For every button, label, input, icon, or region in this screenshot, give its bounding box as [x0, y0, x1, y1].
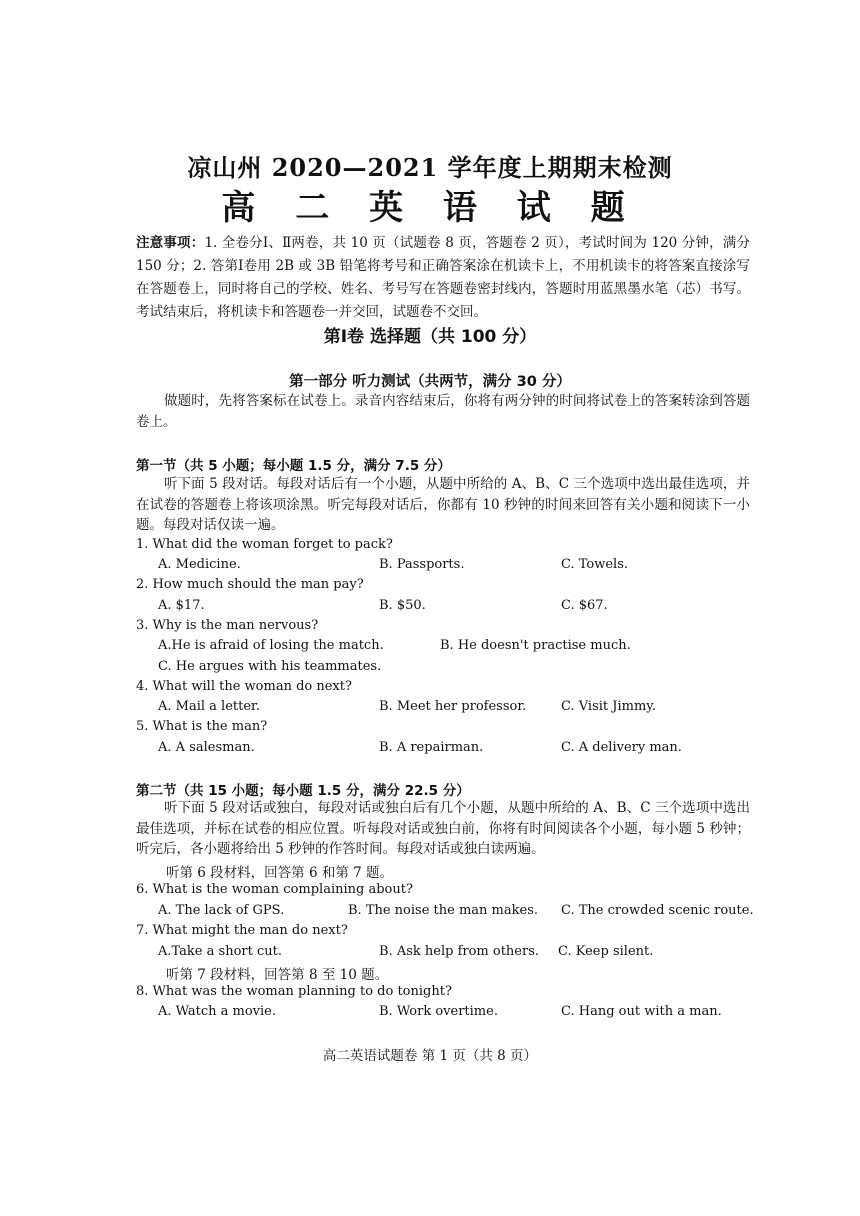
notice-text: 1. 全卷分Ⅰ、Ⅱ两卷，共 10 页（试题卷 8 页，答题卷 2 页），考试时间为 120 分钟，满分 150 分；2. 答第Ⅰ卷用 2B 或 3B 铅笔将考号和正确答案涂在机读卡上，不用机读卡的将答案直接涂写在答题卷上，同时将自己的学校、姓名、考号写在答题卷密封线内，答题时用蓝黑墨水笔（芯）书写。考试结束后，将机读卡和答题卷一并交回，试题卷不交回。	[136, 235, 750, 320]
question-5: 5. What is the man?	[136, 719, 268, 734]
q6-option-c: C. The crowded scenic route.	[561, 903, 754, 918]
q1-option-b: B. Passports.	[379, 557, 465, 572]
q3-option-c: C. He argues with his teammates.	[158, 659, 382, 674]
question-3: 3. Why is the man nervous?	[136, 618, 319, 633]
q7-option-b: B. Ask help from others.	[379, 944, 540, 959]
q5-option-c: C. A delivery man.	[561, 740, 682, 755]
q8-option-b: B. Work overtime.	[379, 1004, 498, 1019]
q7-option-a: A.Take a short cut.	[158, 944, 282, 959]
question-1: 1. What did the woman forget to pack?	[136, 537, 393, 552]
q6-option-b: B. The noise the man makes.	[348, 903, 538, 918]
exam-title: 凉山州 2020—2021 学年度上期期末检测	[187, 153, 673, 182]
q3-option-a: A.He is afraid of losing the match.	[158, 638, 384, 653]
q1-option-c: C. Towels.	[561, 557, 629, 572]
q2-option-b: B. $50.	[379, 598, 426, 613]
q4-option-c: C. Visit Jimmy.	[561, 699, 657, 714]
part1-instruction: 做题时，先将答案标在试卷上。录音内容结束后，你将有两分钟的时间将试卷上的答案转涂到答题卷上。	[136, 393, 750, 430]
notice-block	[136, 232, 750, 324]
material-6-note: 听第 6 段材料，回答第 6 和第 7 题。	[166, 865, 394, 881]
q4-option-a: A. Mail a letter.	[158, 699, 260, 714]
question-8: 8. What was the woman planning to do tonight?	[136, 984, 452, 999]
question-7: 7. What might the man do next?	[136, 923, 348, 938]
q6-option-a: A. The lack of GPS.	[158, 903, 285, 918]
page-footer: 高二英语试题卷 第 1 页（共 8 页）	[322, 1048, 538, 1064]
notice-label: 注意事项：	[136, 235, 205, 251]
question-2: 2. How much should the man pay?	[136, 577, 364, 592]
q2-option-c: C. $67.	[561, 598, 608, 613]
material-7-note: 听第 7 段材料，回答第 8 至 10 题。	[166, 967, 389, 983]
q1-option-a: A. Medicine.	[158, 557, 241, 572]
section2-title: 第二节（共 15 小题；每小题 1.5 分，满分 22.5 分）	[136, 783, 470, 799]
q7-option-c: C. Keep silent.	[558, 944, 654, 959]
volume-title: 第Ⅰ卷 选择题（共 100 分）	[323, 327, 537, 347]
q8-option-a: A. Watch a movie.	[158, 1004, 277, 1019]
q3-option-b: B. He doesn't practise much.	[440, 638, 631, 653]
q2-option-a: A. $17.	[158, 598, 205, 613]
q4-option-b: B. Meet her professor.	[379, 699, 527, 714]
part1-title: 第一部分 听力测试（共两节，满分 30 分）	[289, 374, 571, 390]
exam-subtitle: 高 二 英 语 试 题	[221, 188, 639, 228]
q5-option-a: A. A salesman.	[158, 740, 255, 755]
section1-title: 第一节（共 5 小题；每小题 1.5 分，满分 7.5 分）	[136, 458, 451, 474]
question-6: 6. What is the woman complaining about?	[136, 882, 413, 897]
q8-option-c: C. Hang out with a man.	[561, 1004, 722, 1019]
section1-instruction: 听下面 5 段对话。每段对话后有一个小题，从题中所给的 A、B、C 三个选项中选出最佳选项，并在试卷的答题卷上将该项涂黑。听完每段对话后，你都有 10 秒钟的时间来回答有关小题和阅读下一小题。每段对话仅读一遍。	[136, 476, 750, 533]
q5-option-b: B. A repairman.	[379, 740, 484, 755]
question-4: 4. What will the woman do next?	[136, 679, 352, 694]
section2-instruction: 听下面 5 段对话或独白，每段对话或独白后有几个小题，从题中所给的 A、B、C 三个选项中选出最佳选项，并标在试卷的相应位置。听每段对话或独白前，你将有时间阅读各个小题，每小题 5 秒钟；听完后，各小题将给出 5 秒钟的作答时间。每段对话或独白读两遍。	[136, 800, 750, 857]
